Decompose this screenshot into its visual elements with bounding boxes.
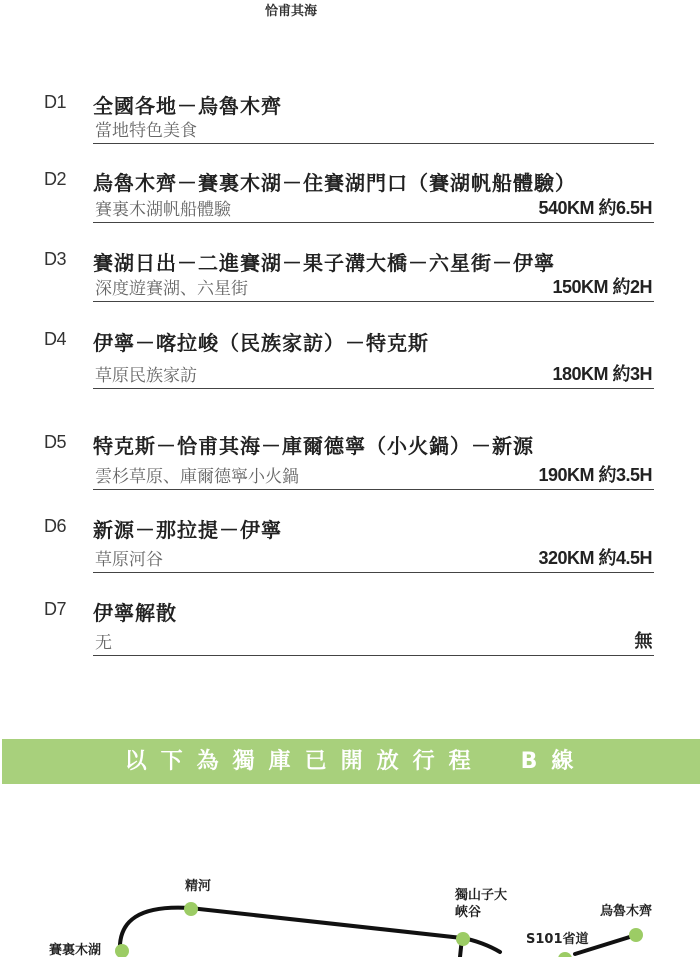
label-jinghe: 精河	[185, 879, 212, 894]
day-distance: 190KM 約3.5H	[538, 465, 652, 485]
day-detail-row	[93, 464, 654, 490]
day-note: 雲杉草原、庫爾德寧小火鍋	[95, 467, 299, 487]
node-jinghe	[184, 902, 198, 916]
node-dushanzi	[456, 932, 470, 946]
label-dushanzi: 獨山子大峽谷	[455, 888, 508, 920]
itinerary-day-7	[44, 597, 654, 659]
day-number: D1	[44, 92, 67, 112]
day-number: D7	[44, 599, 67, 619]
day-distance: 無	[634, 631, 652, 651]
itinerary-day-6	[44, 514, 654, 576]
itinerary-day-4	[44, 327, 654, 391]
itinerary-day-3	[44, 247, 654, 303]
day-detail-row	[93, 363, 654, 389]
day-note: 當地特色美食	[95, 121, 197, 141]
day-route: 新源－那拉提－伊寧	[93, 518, 282, 542]
day-number: D3	[44, 249, 67, 269]
route-map	[0, 860, 700, 957]
day-distance: 540KM 約6.5H	[538, 198, 652, 218]
day-number: D4	[44, 329, 67, 349]
day-distance: 150KM 約2H	[552, 277, 652, 297]
day-route: 伊寧解散	[93, 601, 177, 625]
day-detail-row	[93, 547, 654, 573]
day-route: 烏魯木齊－賽裏木湖－住賽湖門口（賽湖帆船體驗）	[93, 171, 576, 195]
label-sayram: 賽裏木湖	[49, 943, 102, 957]
day-number: D5	[44, 432, 67, 452]
day-detail-row	[93, 118, 654, 144]
day-note: 草原河谷	[95, 550, 163, 570]
route-map-svg	[0, 860, 700, 957]
itinerary-day-5	[44, 430, 654, 492]
day-note: 草原民族家訪	[95, 366, 197, 386]
itinerary-day-1	[44, 90, 654, 146]
label-urumqi: 烏魯木齊	[600, 904, 653, 919]
route-b-banner	[2, 739, 700, 784]
day-distance: 180KM 約3H	[552, 364, 652, 384]
day-note: 賽裏木湖帆船體驗	[95, 200, 231, 220]
itinerary-day-2	[44, 167, 654, 223]
day-distance: 320KM 約4.5H	[538, 548, 652, 568]
node-urumqi	[629, 928, 643, 942]
day-detail-row	[93, 630, 654, 656]
day-route: 賽湖日出－二進賽湖－果子溝大橋－六星街－伊寧	[93, 251, 555, 275]
label-s101: S101省道	[526, 932, 589, 947]
day-note: 深度遊賽湖、六星街	[95, 279, 248, 299]
day-note: 无	[95, 633, 112, 653]
top-caption: 恰甫其海	[264, 4, 317, 19]
day-number: D2	[44, 169, 67, 189]
node-s101	[558, 952, 572, 957]
day-detail-row	[93, 197, 654, 223]
day-route: 全國各地－烏魯木齊	[93, 94, 282, 118]
day-route: 特克斯－恰甫其海－庫爾德寧（小火鍋）－新源	[93, 434, 534, 458]
day-detail-row	[93, 276, 654, 302]
node-sayram	[115, 944, 129, 957]
day-number: D6	[44, 516, 67, 536]
banner-title: 以下為獨庫已開放行程 B線	[124, 749, 588, 774]
day-route: 伊寧－喀拉峻（民族家訪）－特克斯	[93, 331, 429, 355]
